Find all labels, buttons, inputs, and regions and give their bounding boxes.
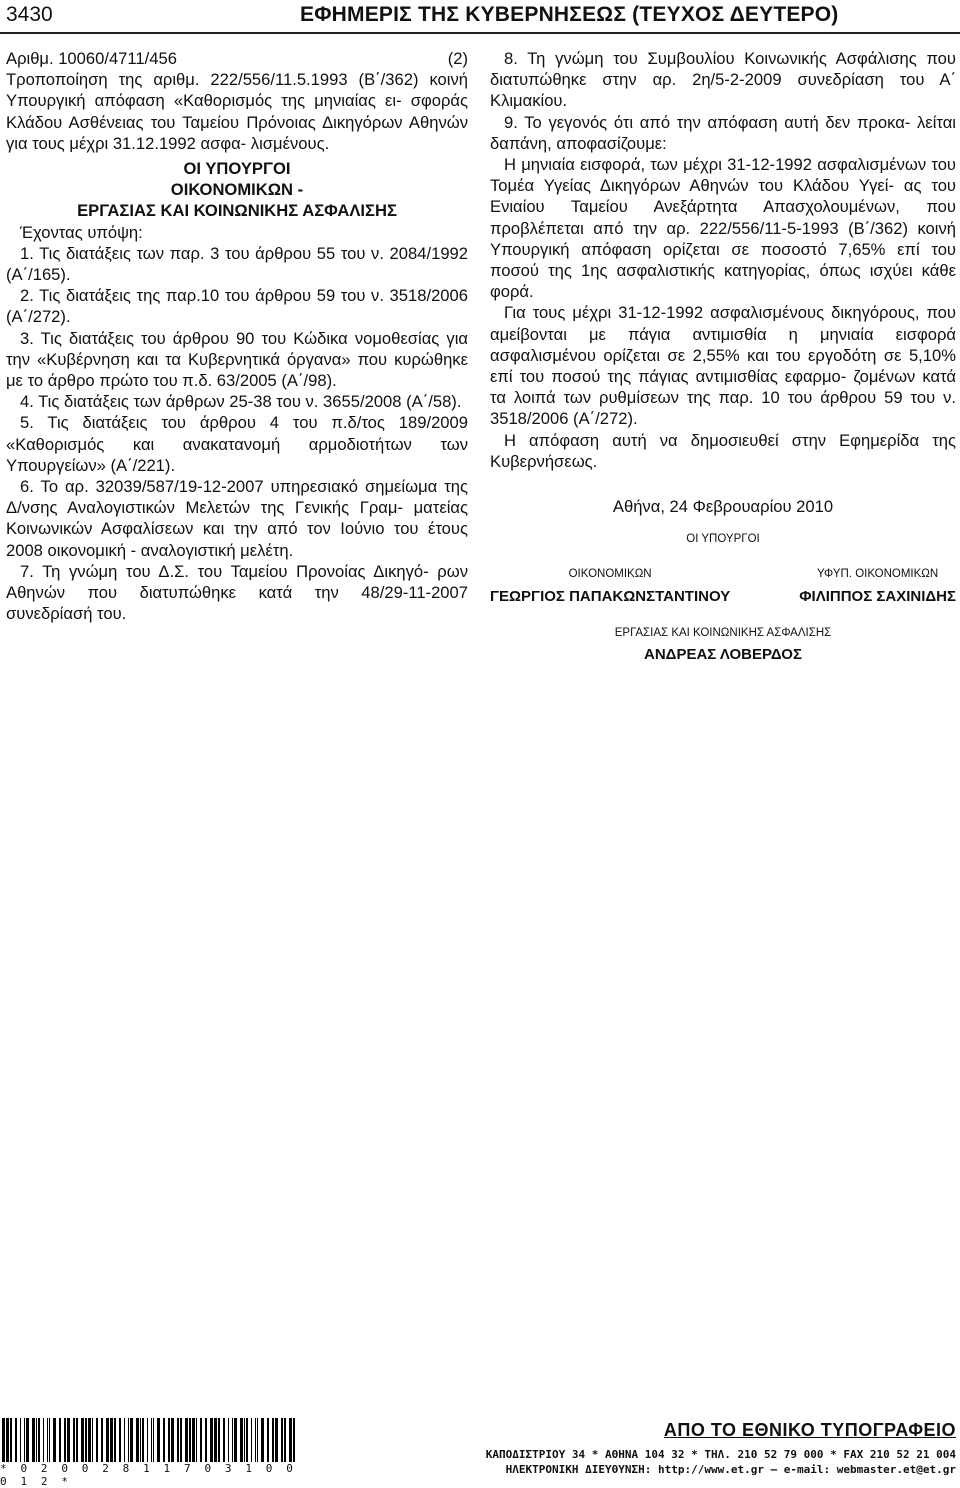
gazette-title: ΕΦΗΜΕΡΙΣ ΤΗΣ ΚΥΒΕΡΝΗΣΕΩΣ (ΤΕΥΧΟΣ ΔΕΥΤΕΡΟ) (300, 3, 839, 26)
barcode-bar (92, 1418, 93, 1462)
decision-title: Τροποποίηση της αριθμ. 222/556/11.5.1993 (Β΄/362) κοινή Υπουργική απόφαση «Καθορισμός της μηνιαίας ει- σφοράς Κλάδου Ασθένειας του Ταμείου Πρόνοιας Δικηγόρων Αθηνών για τους μέχρι 31.12.1992 ασφα- λισμένους. (6, 70, 468, 153)
ministry-line-1: ΟΙΚΟΝΟΜΙΚΩΝ - (170, 180, 304, 200)
barcode-bar (85, 1418, 87, 1462)
signatory-1 (490, 564, 730, 606)
barcode-bar (47, 1418, 48, 1462)
header-rule (0, 32, 960, 34)
page-number: 3430 (6, 3, 53, 26)
signatory-1-title: ΟΙΚΟΝΟΜΙΚΩΝ (568, 568, 652, 581)
barcode-bar (196, 1418, 197, 1462)
ref-index: (2) (447, 49, 468, 68)
barcode-bar (232, 1418, 233, 1462)
ministry-line-2: ΕΡΓΑΣΙΑΣ ΚΑΙ ΚΟΙΝΩΝΙΚΗΣ ΑΣΦΑΛΙΣΗΣ (77, 201, 397, 221)
barcode-bar (124, 1418, 125, 1462)
barcode-bar (244, 1418, 245, 1462)
barcode-bar (20, 1418, 21, 1462)
barcode-bar (284, 1418, 286, 1462)
recital-7: 7. Τη γνώμη του Δ.Σ. του Ταμείου Προνοίας Δικηγό- ρων Αθηνών που διατυπώθηκε κατά την 48/29-11-2007 συνεδρίασή του. (6, 561, 468, 624)
barcode-bar (293, 1418, 295, 1462)
barcode-bar (130, 1418, 133, 1462)
barcode-bar (272, 1418, 274, 1462)
recital-9: 9. Το γεγονός ότι από την απόφαση αυτή δεν προκα- λείται δαπάνη, αποφασίζουμε: (490, 112, 956, 153)
barcode-bar (53, 1418, 56, 1462)
barcode-bar (114, 1418, 116, 1462)
signatories-heading: ΟΙ ΥΠΟΥΡΓΟΙ (686, 533, 760, 546)
decision-reference (6, 48, 468, 69)
signatory-2 (799, 564, 956, 606)
barcode-bar (119, 1418, 121, 1462)
barcode-bar (128, 1418, 129, 1462)
recital-2: 2. Τις διατάξεις της παρ.10 του άρθρου 59 του ν. 3518/2006 (Α΄/272). (6, 286, 468, 327)
barcode-bar (228, 1418, 229, 1462)
barcode-bar (96, 1418, 98, 1462)
barcode-bar (223, 1418, 225, 1462)
barcode-bar (15, 1418, 17, 1462)
barcode-bar (67, 1418, 70, 1462)
barcode-bar (257, 1418, 258, 1462)
printer-name: ΑΠΟ ΤΟ ΕΘΝΙΚΟ ΤΥΠΟΓΡΑΦΕΙΟ (663, 1420, 956, 1440)
recital-8: 8. Τη γνώμη του Συμβουλίου Κοινωνικής Ασφάλισης που διατυπώθηκε στην αρ. 2η/5-2-2009 συνεδρίαση του Α΄ Κλιμακίου. (490, 49, 956, 111)
signatory-1-name: ΓΕΩΡΓΙΟΣ ΠΑΠΑΚΩΝΣΤΑΝΤΙΝΟΥ (490, 587, 731, 605)
recital-6: 6. Το αρ. 32039/587/19-12-2007 υπηρεσιακό σημείωμα της Δ/νσης Αναλογιστικών Μελετών της Γενικής Γραμ- ματείας Κοινωνικών Ασφαλίσεων και την από τον Ιούνιο του έτους 2008 οικονομική - αναλογιστική μελέτη. (6, 477, 468, 560)
barcode-bar (251, 1418, 252, 1462)
barcode-digits: * 0 2 0 0 2 8 1 1 7 0 3 1 0 0 0 1 2 * (0, 1462, 297, 1488)
barcode-bar (163, 1418, 165, 1462)
barcode-bar (180, 1418, 182, 1462)
barcode-bar (32, 1418, 35, 1462)
recital-1: 1. Τις διατάξεις των παρ. 3 του άρθρου 55 του ν. 2084/1992 (Α΄/165). (6, 243, 468, 285)
barcode-bar (267, 1418, 269, 1462)
barcode-bar (234, 1418, 237, 1462)
decision-paragraph-1: Η μηνιαία εισφορά, των μέχρι 31-12-1992 ασφαλισμένων του Τομέα Υγείας Δικηγόρων Αθηνών του Κλάδου Υγεί- ας του Ενιαίου Ταμείου Ανεξάρτητα Απασχολουμένων, που προβλέπεται από την αρ. 222/556/11-5-1993 (Β΄/362) κοινή Υπουργική απόφαση ορίζεται σε ποσοστό 7,65% επί του ποσού της 1ης ασφαλιστικής κατηγορίας, όπως ισχύει κάθε φορά. (490, 155, 956, 302)
barcode-bar (218, 1418, 220, 1462)
barcode-bar (205, 1418, 207, 1462)
barcode-bar (26, 1418, 29, 1462)
barcode-bar (2, 1418, 5, 1462)
recital-4: 4. Τις διατάξεις των άρθρων 25-38 του ν. 3655/2008 (Α΄/58). (20, 392, 462, 412)
publication-order: Η απόφαση αυτή να δημοσιευθεί στην Εφημερίδα της Κυβερνήσεως. (490, 430, 956, 471)
barcode-bar (43, 1418, 44, 1462)
barcode-bar (59, 1418, 61, 1462)
barcode-bar (185, 1418, 188, 1462)
signatory-2-title: ΥΦΥΠ. ΟΙΚΟΝΟΜΙΚΩΝ (817, 568, 939, 581)
barcode-bar (64, 1418, 66, 1462)
printer-web: ΗΛΕΚΤΡΟΝΙΚΗ ΔΙΕΥΘΥΝΣΗ: http://www.et.gr — e-mail: webmaster.et@et.gr (505, 1463, 956, 1476)
barcode-bar (49, 1418, 50, 1462)
barcode-bar (10, 1418, 12, 1462)
barcode-bar (81, 1418, 84, 1462)
barcode-bar (171, 1418, 174, 1462)
barcode-bar (136, 1418, 139, 1462)
barcode-bar (214, 1418, 217, 1462)
barcode-bar (261, 1418, 264, 1462)
decision-paragraph-2: Για τους μέχρι 31-12-1992 ασφαλισμένους δικηγόρους, που αμείβονται με πάγια αντιμισθία η μηνιαία εισφορά ασφαλισμένου ορίζεται σε 2,55% και του εργοδότη σε 5,10% επί του ποσού της πάγιας αντιμισθίας εφαρμο- ζομένων κατά τα λοιπά των ρυθμίσεων της παρ. 10 του άρθρου 59 του ν. 3518/2006 (Α΄/272). (490, 303, 956, 429)
barcode-bar (110, 1418, 113, 1462)
barcode-bar (157, 1418, 160, 1462)
barcode-bar (151, 1418, 152, 1462)
barcode-bar (76, 1418, 78, 1462)
having-regard: Έχοντας υπόψη: (20, 222, 143, 242)
page-header (0, 0, 960, 34)
barcode-bar (24, 1418, 25, 1462)
recital-5: 5. Τις διατάξεις του άρθρου 4 του π.δ/τος 189/2009 «Καθορισμός και ανακατανομή αρμοδιοτήτων των Υπουργείων» (Α΄/221). (6, 413, 468, 475)
barcode-bar (200, 1418, 202, 1462)
signatory-3-name: ΑΝΔΡΕΑΣ ΛΟΒΕΡΔΟΣ (644, 646, 802, 664)
barcode-bar (275, 1418, 278, 1462)
barcode-bar (140, 1418, 141, 1462)
signature-row (490, 564, 956, 606)
barcode-bar (246, 1418, 248, 1462)
signatory-3-title: ΕΡΓΑΣΙΑΣ ΚΑΙ ΚΟΙΝΩΝΙΚΗΣ ΑΣΦΑΛΙΣΗΣ (614, 626, 832, 639)
barcode-bar (88, 1418, 91, 1462)
barcode (0, 1418, 300, 1462)
barcode-bar (36, 1418, 37, 1462)
barcode-bar (153, 1418, 154, 1462)
place-date: Αθήνα, 24 Φεβρουαρίου 2010 (612, 497, 834, 517)
barcode-bar (73, 1418, 75, 1462)
barcode-bar (192, 1418, 195, 1462)
barcode-bar (168, 1418, 170, 1462)
ministers-heading: ΟΙ ΥΠΟΥΡΓΟΙ (183, 159, 291, 179)
barcode-bar (142, 1418, 144, 1462)
signatory-3 (490, 623, 956, 665)
barcode-bar (189, 1418, 191, 1462)
barcode-bar (147, 1418, 148, 1462)
printer-address: ΚΑΠΟΔΙΣΤΡΙΟΥ 34 * ΑΘΗΝΑ 104 32 * ΤΗΛ. 210 52 79 000 * FAX 210 52 21 004 (485, 1448, 956, 1461)
left-column (6, 48, 468, 624)
footer-info (486, 1420, 956, 1477)
barcode-bar (210, 1418, 213, 1462)
barcode-bar (255, 1418, 256, 1462)
barcode-bar (289, 1418, 292, 1462)
barcode-bar (6, 1418, 9, 1462)
barcode-bar (101, 1418, 103, 1462)
barcode-bar (38, 1418, 40, 1462)
barcode-bar (240, 1418, 243, 1462)
right-column (490, 48, 956, 665)
recital-3: 3. Τις διατάξεις του άρθρου 90 του Κώδικα νομοθεσίας για την «Κυβέρνηση και τα Κυβερνητικά όργανα» που κυρώθηκε με το άρθρο πρώτο του π.δ. 63/2005 (Α΄/98). (6, 328, 468, 391)
barcode-bar (177, 1418, 179, 1462)
signatory-2-name: ΦΙΛΙΠΠΟΣ ΣΑΧΙΝΙΔΗΣ (799, 587, 956, 605)
barcode-bar (106, 1418, 109, 1462)
ref-number: Αριθμ. 10060/4711/456 (6, 49, 177, 68)
barcode-bar (281, 1418, 283, 1462)
